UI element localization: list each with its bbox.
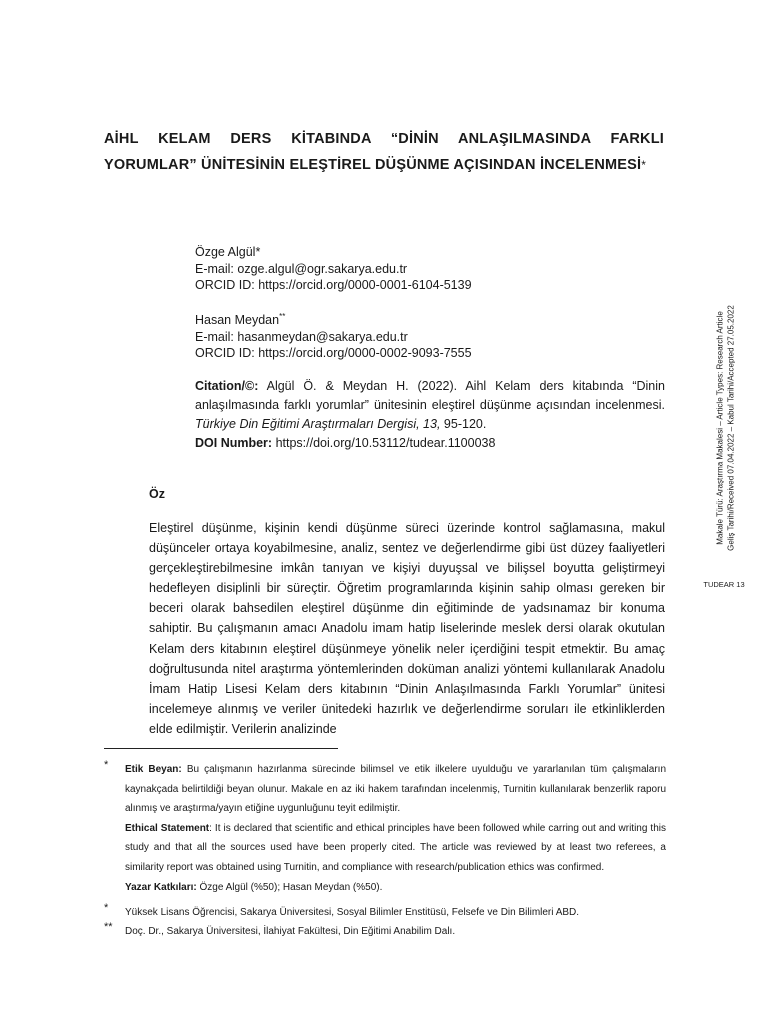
author-block-2 (195, 312, 665, 362)
author-email: E-mail: hasanmeydan@sakarya.edu.tr (195, 329, 408, 344)
ethics-tr-text: Bu çalışmanın hazırlanma sürecinde bilimsel ve etik ilkelere uyulduğu ve yararlanılan tüm çalışmaların kaynakçada belirtildiği beyan olunur. Makale en az iki hakem tarafından incelenmiş, Turnitin kullanılarak benzerlik raporu alınmış ve araştırma/yayın etiğine uygunluğunu teyit edilmiştir. (125, 764, 667, 815)
citation-journal: Türkiye Din Eğitimi Araştırmaları Dergisi, 13, (195, 417, 441, 431)
contrib-text: Özge Algül (%50); Hasan Meydan (%50). (199, 881, 383, 893)
journal-page-label: TUDEAR 13 (703, 580, 745, 589)
author-orcid: ORCID ID: https://orcid.org/0000-0001-6104-5139 (195, 278, 472, 292)
ethics-en-label: Ethical Statement (125, 822, 210, 834)
author-footnote-mark: ** (279, 311, 286, 321)
footnote-divider (104, 748, 338, 749)
article-dates: Geliş Tarihi/Received 07.04.2022 – Kabul Tarihi/Accepted 27.05.2022 (726, 305, 735, 551)
ethics-en-text: : It is declared that scientific and ethical principles have been followed while carring out and writing this study and that all the sources used have been properly cited. The article was reviewed by at least two referees, a similarity report was obtained using Turnitin, and compliance with research/publication ethics was confirmed. (125, 822, 666, 873)
footnote-mark: * (104, 902, 109, 914)
sidebar-rotated-text (716, 278, 737, 578)
citation-text: Algül Ö. & Meydan H. (2022). Aihl Kelam ders kitabında “Dinin anlaşılmasında farklı yorumlar” ünitesinin eleştirel düşünme açısından incelenmesi. (195, 379, 665, 412)
abstract-heading: Öz (149, 487, 165, 501)
article-type: Makale Türü: Araştırma Makalesi – Article Types: Research Article (715, 311, 725, 545)
doi-link[interactable]: https://doi.org/10.53112/tudear.1100038 (275, 436, 496, 450)
footnote-1 (104, 760, 666, 897)
author-name: Hasan Meydan (195, 313, 280, 327)
footnote-2 (104, 903, 666, 923)
author-block-1 (195, 244, 665, 294)
citation-block (195, 377, 665, 453)
doi-label: DOI Number: (195, 436, 273, 450)
citation-pages: 95-120. (443, 417, 487, 431)
footnote-3-text: Doç. Dr., Sakarya Üniversitesi, İlahiyat Fakültesi, Din Eğitimi Anabilim Dalı. (125, 926, 456, 937)
author-orcid: ORCID ID: https://orcid.org/0000-0002-9093-7555 (195, 346, 472, 360)
article-title-text: AİHL KELAM DERS KİTABINDA “DİNİN ANLAŞILMASINDA FARKLI YORUMLAR” ÜNİTESİNİN ELEŞTİREL DÜŞÜNME AÇISINDAN İNCELENMESİ (104, 131, 664, 173)
ethics-tr-label: Etik Beyan: (125, 764, 182, 775)
author-name: Özge Algül* (195, 245, 261, 259)
contrib-label: Yazar Katkıları: (125, 881, 197, 893)
article-title (104, 126, 664, 178)
footnote-2-text: Yüksek Lisans Öğrencisi, Sakarya Üniversitesi, Sosyal Bilimler Enstitüsü, Felsefe ve Din Bilimleri ABD. (125, 907, 580, 918)
article-meta-sidebar (702, 278, 750, 578)
abstract-text: Eleştirel düşünme, kişinin kendi düşünme süreci üzerinde kontrol sağlamasına, makul düşünceler ortaya koyabilmesine, analiz, sentez ve değerlendirme gibi üst düzey faaliyetleri gerçekleştirebilmesine imkân tanıyan ve kişiyi duyuşsal ve bilişsel boyutta geliştirmeyi hedefleyen disiplinli bir süreçtir. Öğretim programlarında kişinin sahip olması gereken bir beceri olarak bahsedilen eleştirel düşünme din eğitiminde de yadsınamaz bir konuma sahiptir. Bu çalışmanın amacı Anadolu imam hatip liselerinde meslek dersi olarak okutulan Kelam ders kitabının eleştirel düşünmeye yönelik neler içerdiğini tespit etmektir. Bu amaç doğrultusunda nitel araştırma yöntemlerinden doküman analizi yöntemi kullanılarak Anadolu İmam Hatip Lisesi Kelam ders kitabının “Dinin Anlaşılmasında Farklı Yorumlar” ünitesi incelemeye alınmış ve veriler ünitedeki hazırlık ve değerlendirme soruları ile etkinliklerden elde edilmiştir. Verilerin analizinde (149, 521, 665, 736)
author-email: E-mail: ozge.algul@ogr.sakarya.edu.tr (195, 261, 408, 276)
citation-label: Citation/©: (195, 379, 259, 393)
footnote-3 (104, 922, 666, 942)
footnote-mark: * (104, 759, 109, 771)
footnote-mark: ** (104, 921, 113, 933)
title-footnote-mark: * (641, 158, 647, 172)
